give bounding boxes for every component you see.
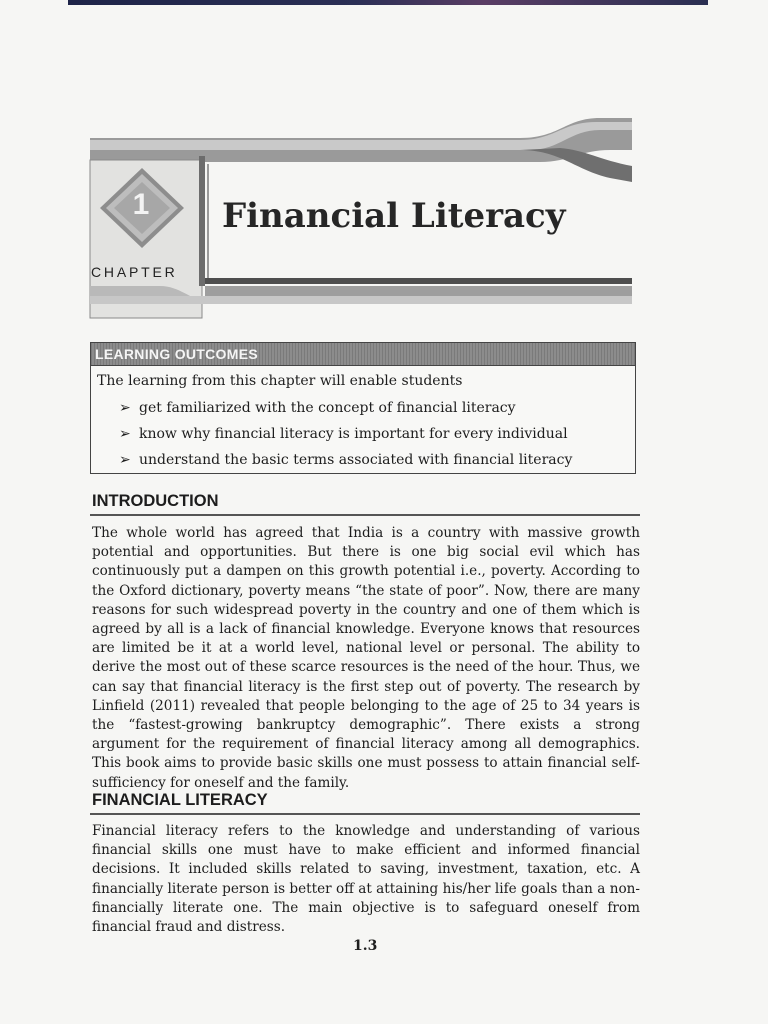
outcome-text: understand the basic terms associated with financial literacy — [139, 452, 573, 468]
financial-literacy-heading: FINANCIAL LITERACY — [92, 791, 268, 809]
learning-outcomes-heading: LEARNING OUTCOMES — [95, 346, 258, 362]
chapter-label: CHAPTER — [91, 264, 178, 280]
chapter-title: Financial Literacy — [222, 196, 566, 236]
section-divider — [90, 813, 640, 815]
learning-outcomes-intro: The learning from this chapter will enable students — [97, 373, 463, 389]
arrow-bullet-icon: ➢ — [119, 426, 131, 442]
learning-outcomes-header — [91, 343, 635, 366]
introduction-heading: INTRODUCTION — [92, 492, 219, 510]
learning-outcomes-list — [119, 399, 572, 477]
list-item — [119, 399, 572, 425]
page-number: 1.3 — [353, 938, 378, 954]
section-divider — [90, 514, 640, 516]
list-item — [119, 451, 572, 477]
chapter-number: 1 — [132, 188, 150, 221]
financial-literacy-paragraph: Financial literacy refers to the knowledge and understanding of various financial skills one must have to make efficient and informed financial decisions. It included skills related to saving, investment, taxation, etc. A financially literate person is better off at attaining his/her life goals than a non-financially literate one. The main objective is to safeguard oneself from financial fraud and distress. — [92, 823, 640, 936]
chapter-header-banner — [0, 0, 768, 330]
arrow-bullet-icon: ➢ — [119, 400, 131, 416]
learning-outcomes-box — [90, 342, 636, 474]
outcome-text: know why financial literacy is important for every individual — [139, 426, 568, 442]
arrow-bullet-icon: ➢ — [119, 452, 131, 468]
outcome-text: get familiarized with the concept of financial literacy — [139, 400, 516, 416]
chapter-banner-graphic — [0, 0, 768, 330]
list-item — [119, 425, 572, 451]
introduction-paragraph: The whole world has agreed that India is a country with massive growth potential and opportunities. But there is one big social evil which has continuously put a dampen on this growth potential i.e., poverty. According to the Oxford dictionary, poverty means “the state of poor”. Now, there are many reasons for such widespread poverty in the country and one of them which is agreed by all is a lack of financial knowledge. Everyone knows that resources are limited be it at a world level, national level or personal. The ability to derive the most out of these scarce resources is the need of the hour. Thus, we can say that financial literacy is the first step out of poverty. The research by Linfield (2011) revealed that people belonging to the age of 25 to 34 years is the “fastest-growing bankruptcy demographic”. There exists a strong argument for the requirement of financial literacy among all demographics. This book aims to provide basic skills one must possess to attain financial self-sufficiency for oneself and the family. — [92, 525, 640, 791]
